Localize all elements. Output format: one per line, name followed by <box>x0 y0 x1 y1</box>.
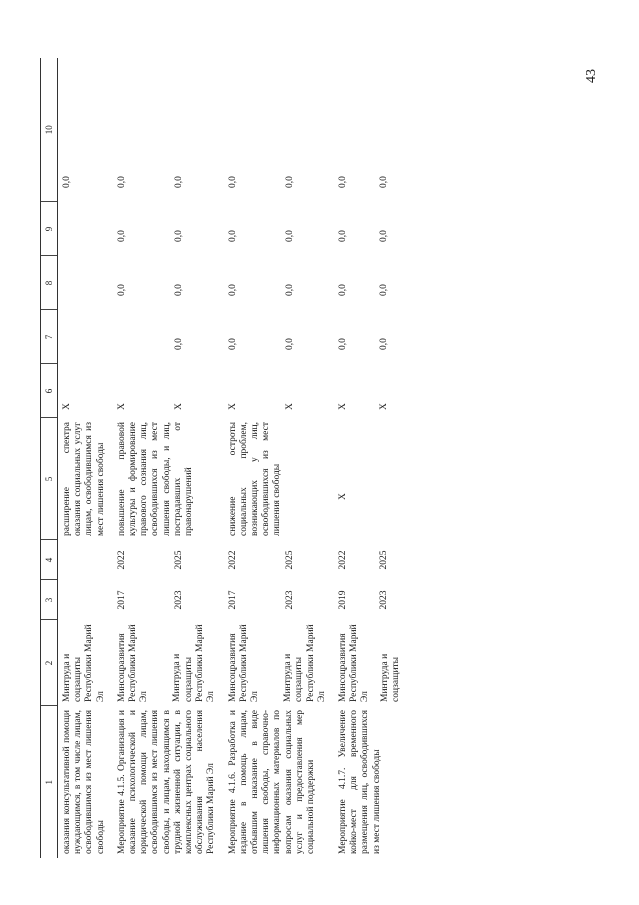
cell-col-7 <box>222 310 332 364</box>
cell-col-8 <box>111 256 222 310</box>
column-header-5: 5 <box>41 418 58 540</box>
cell-col-8-b: 0,0 <box>379 284 390 296</box>
cell-col-7 <box>332 310 406 364</box>
cell-col-10-b: 0,0 <box>284 176 295 188</box>
cell-col-8-a: 0,0 <box>227 284 238 296</box>
cell-col-9-b: 0,0 <box>284 230 295 242</box>
expected-result: снижение остроты социальных проблем, возникающих у лиц, освободившихся из мест лишения свободы <box>227 422 283 536</box>
end-year <box>332 540 406 580</box>
cell-col-7-a: 0,0 <box>227 338 238 350</box>
cell-col-8 <box>58 256 111 310</box>
executor-a: Минсоцразвития Республики Марий Эл <box>116 624 150 702</box>
column-header-6: 6 <box>41 364 58 418</box>
cell-col-6-a: X <box>338 403 349 410</box>
expected-result <box>332 418 406 540</box>
table-row <box>222 58 332 858</box>
header-row <box>41 58 58 858</box>
table-row <box>111 58 222 858</box>
cell-col-9 <box>332 202 406 256</box>
cell-col-7 <box>111 310 222 364</box>
executor <box>332 620 406 706</box>
measure-description: Мероприятие 4.1.6. Разработка и издание в помощь лицам, отбывшим наказание в виде лишения свободы, справочно-информационных материалов по вопросам оказания социальных услуг и предоставления мер социальной поддержки <box>227 710 317 854</box>
cell-col-10-a: 0,0 <box>227 176 238 188</box>
start-year <box>58 580 111 620</box>
end-year-a: 2022 <box>116 550 127 570</box>
cell-col-10: 0,0 <box>62 176 72 188</box>
cell-col-6 <box>111 364 222 418</box>
cell-col-6-a: X <box>227 403 238 410</box>
start-year <box>111 580 222 620</box>
cell-col-10 <box>111 58 222 202</box>
cell-col-6: X <box>62 403 72 410</box>
cell-col-6 <box>332 364 406 418</box>
cell-col-10-a: 0,0 <box>338 176 349 188</box>
column-header-10: 10 <box>41 58 58 202</box>
end-year-b: 2025 <box>379 550 390 570</box>
start-year <box>332 580 406 620</box>
expected-result-a: X <box>338 493 349 500</box>
column-header-1: 1 <box>41 706 58 858</box>
cell-col-8 <box>332 256 406 310</box>
cell-col-6 <box>222 364 332 418</box>
cell-col-9-a: 0,0 <box>338 230 349 242</box>
column-header-9: 9 <box>41 202 58 256</box>
end-year <box>58 540 111 580</box>
executor-b: Минтруда и соцзащиты Республики Марий Эл <box>283 624 327 702</box>
cell-col-10 <box>222 58 332 202</box>
cell-col-8 <box>222 256 332 310</box>
cell-col-9 <box>222 202 332 256</box>
end-year <box>111 540 222 580</box>
expected-result: расширение спектра оказания социальных услуг лицам, освободившимся из мест лишения свободы <box>62 422 106 536</box>
end-year-a: 2022 <box>227 550 238 570</box>
cell-col-9-a: 0,0 <box>227 230 238 242</box>
measure-description: Мероприятие 4.1.5. Организация и оказание психологической и юридической помощи лицам, освободившимся из мест лишения свободы, и лицам, находящимся в трудной жизненной ситуации, в комплексных центрах социального обслуживания населения Республики Марий Эл <box>116 710 217 854</box>
end-year-b: 2025 <box>174 550 185 570</box>
start-year-b: 2023 <box>174 590 185 610</box>
expected-result: повышение правовой культуры и формирование правового сознания лиц, освободившихся из мест лишения свободы, и лиц, пострадавших от правонарушений <box>116 422 195 536</box>
column-header-3: 3 <box>41 580 58 620</box>
measure-description: оказания консультативной помощи нуждающимся, в том числе лицам, освободившимся из мест лишения свободы <box>62 710 106 854</box>
column-header-7: 7 <box>41 310 58 364</box>
cell-col-7-a <box>117 314 128 350</box>
cell-col-10-b: 0,0 <box>379 176 390 188</box>
cell-col-6-b: X <box>284 403 295 410</box>
column-header-2: 2 <box>41 620 58 706</box>
cell-col-9-b: 0,0 <box>174 230 185 242</box>
cell-col-10 <box>332 58 406 202</box>
end-year <box>222 540 332 580</box>
cell-col-9-b: 0,0 <box>379 230 390 242</box>
executor <box>222 620 332 706</box>
start-year-b: 2023 <box>284 590 295 610</box>
end-year-b: 2025 <box>284 550 295 570</box>
cell-col-6-a: X <box>116 403 127 410</box>
cell-col-8-b: 0,0 <box>284 284 295 296</box>
end-year-a: 2022 <box>338 550 349 570</box>
column-header-4: 4 <box>41 540 58 580</box>
start-year <box>222 580 332 620</box>
program-table <box>40 58 406 858</box>
executor <box>111 620 222 706</box>
cell-col-8-a: 0,0 <box>338 284 349 296</box>
cell-col-7-a: 0,0 <box>338 338 349 350</box>
start-year-b: 2023 <box>379 590 390 610</box>
cell-col-7-b: 0,0 <box>284 338 295 350</box>
start-year-a: 2017 <box>227 590 238 610</box>
measure-description: Мероприятие 4.1.7. Увеличение койко-мест для временного размещения лиц, освободившихся из мест лишения свободы <box>338 710 382 854</box>
table-row <box>58 58 111 858</box>
cell-col-7-b: 0,0 <box>174 338 185 350</box>
executor: Минтруда и соцзащиты Республики Марий Эл <box>62 624 106 702</box>
table-row <box>332 58 406 858</box>
cell-col-9-a: 0,0 <box>116 230 127 242</box>
executor-a: Минсоцразвития Республики Марий Эл <box>338 624 371 702</box>
cell-col-7-b: 0,0 <box>379 338 390 350</box>
cell-col-6-b: X <box>174 403 185 410</box>
start-year-a: 2019 <box>338 590 349 610</box>
executor-a: Минсоцразвития Республики Марий Эл <box>227 624 261 702</box>
column-header-8: 8 <box>41 256 58 310</box>
cell-col-6-b: X <box>379 403 390 410</box>
executor-b: Минтруда и соцзащиты <box>379 653 401 702</box>
cell-col-9 <box>111 202 222 256</box>
cell-col-8-a: 0,0 <box>116 284 127 296</box>
cell-col-7 <box>58 310 111 364</box>
cell-col-10-a: 0,0 <box>116 176 127 188</box>
table-stage <box>40 58 550 858</box>
page-number: 43 <box>584 69 599 83</box>
cell-col-8-b: 0,0 <box>174 284 185 296</box>
cell-col-9 <box>58 202 111 256</box>
start-year-a: 2017 <box>116 590 127 610</box>
cell-col-10-b: 0,0 <box>174 176 185 188</box>
executor-b: Минтруда и соцзащиты Республики Марий Эл <box>172 624 217 702</box>
